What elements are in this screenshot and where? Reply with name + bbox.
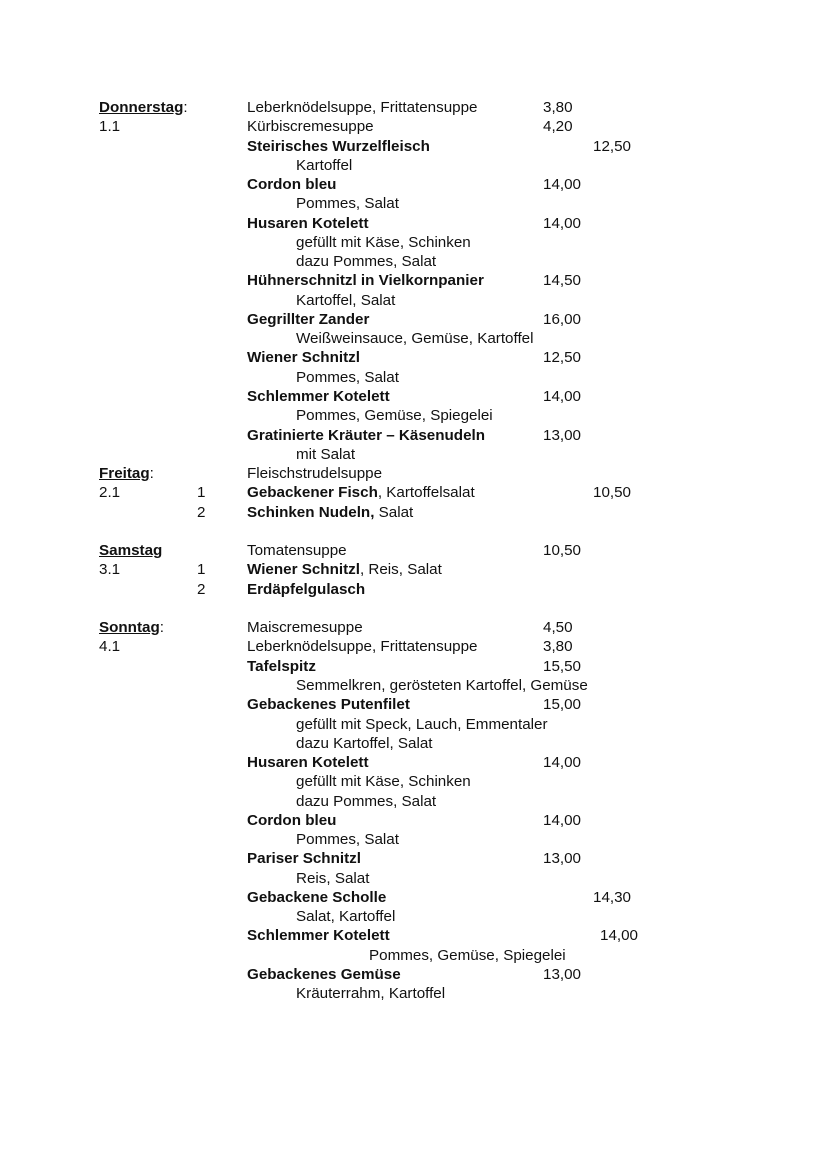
- day-name: Donnerstag: [99, 99, 184, 116]
- dish-desc: Kartoffel: [296, 156, 353, 174]
- desc-row: [0, 792, 830, 811]
- dish-name: Husaren Kotelett: [247, 754, 369, 772]
- day-label-fri: [99, 464, 154, 483]
- price: 14,00: [543, 176, 582, 194]
- soup: Fleischstrudelsuppe: [247, 465, 383, 483]
- price: 12,50: [593, 137, 632, 155]
- weekly-menu: [0, 98, 830, 1003]
- dish-desc: Weißweinsauce, Gemüse, Kartoffel: [296, 330, 534, 348]
- desc-row: [0, 772, 830, 791]
- price: 15,50: [543, 657, 582, 675]
- dish-row: [0, 137, 830, 156]
- dish-row: [0, 926, 830, 945]
- price: 14,00: [600, 927, 639, 945]
- date: 3.1: [99, 561, 121, 579]
- dish-name: Hühnerschnitzl in Vielkornpanier: [247, 272, 484, 290]
- desc-row: [0, 329, 830, 348]
- dish-desc: Pommes, Gemüse, Spiegelei: [296, 407, 493, 425]
- price: 3,80: [543, 99, 573, 116]
- dish-row: [0, 965, 830, 984]
- price: 3,80: [543, 638, 573, 656]
- sat-row-soup: [0, 541, 830, 560]
- menu-row: [0, 580, 830, 599]
- soup: Maiscremesuppe: [247, 619, 363, 637]
- price: 4,50: [543, 619, 573, 637]
- dish-desc: dazu Pommes, Salat: [296, 253, 437, 271]
- desc-row: [0, 291, 830, 310]
- dish-name: Cordon bleu: [247, 176, 337, 194]
- dish-row: [0, 348, 830, 367]
- soup: Tomatensuppe: [247, 542, 347, 560]
- sun-row-soup2: [0, 637, 830, 656]
- menu-number: 1: [197, 484, 206, 502]
- day-name: Samstag: [99, 542, 163, 560]
- dish-row: [0, 888, 830, 907]
- dish-row: [0, 387, 830, 406]
- desc-row: [0, 734, 830, 753]
- desc-row: [0, 715, 830, 734]
- dish-name: Gegrillter Zander: [247, 310, 370, 328]
- price: 14,00: [543, 387, 582, 405]
- soup: Leberknödelsuppe, Frittatensuppe: [247, 99, 478, 116]
- price: 13,00: [543, 965, 582, 983]
- dish-name: Schinken Nudeln, Salat: [247, 503, 414, 521]
- dish-desc: gefüllt mit Käse, Schinken: [296, 773, 471, 791]
- date: 4.1: [99, 638, 121, 656]
- thu-row-soup1: [0, 98, 830, 117]
- price: 10,50: [593, 484, 632, 502]
- dish-desc: Kräuterrahm, Kartoffel: [296, 985, 446, 1003]
- desc-row: [0, 368, 830, 387]
- dish-desc: dazu Kartoffel, Salat: [296, 734, 433, 752]
- dish-desc: gefüllt mit Käse, Schinken: [296, 233, 471, 251]
- fri-row-soup: [0, 464, 830, 483]
- desc-row: [0, 233, 830, 252]
- dish-name: Gebackener Fisch, Kartoffelsalat: [247, 484, 475, 502]
- day-sep: :: [149, 465, 154, 483]
- price: 13,00: [543, 426, 582, 444]
- day-label-sun: [99, 618, 164, 637]
- dish-name: Steirisches Wurzelfleisch: [247, 137, 430, 155]
- menu-number: 2: [197, 580, 206, 598]
- menu-row: [0, 483, 830, 502]
- menu-number: 2: [197, 503, 206, 521]
- dish-name: Gebackenes Putenfilet: [247, 696, 410, 714]
- price: 14,00: [543, 214, 582, 232]
- desc-row: [0, 869, 830, 888]
- dish-name: Pariser Schnitzl: [247, 850, 361, 868]
- price: 14,50: [543, 272, 582, 290]
- dish-name: Wiener Schnitzl: [247, 349, 360, 367]
- dish-name: Cordon bleu: [247, 811, 337, 829]
- dish-desc: dazu Pommes, Salat: [296, 792, 437, 810]
- desc-row: [0, 676, 830, 695]
- desc-row: [0, 252, 830, 271]
- desc-row: [0, 946, 830, 965]
- day-name: Sonntag: [99, 619, 160, 637]
- dish-name: Schlemmer Kotelett: [247, 387, 390, 405]
- dish-row: [0, 849, 830, 868]
- dish-row: [0, 426, 830, 445]
- price: 10,50: [543, 542, 582, 560]
- blank-row: [0, 522, 830, 541]
- desc-row: [0, 406, 830, 425]
- day-label-thu: [99, 98, 188, 117]
- date: 1.1: [99, 118, 121, 136]
- desc-row: [0, 156, 830, 175]
- thu-row-soup2: [0, 117, 830, 136]
- dish-row: [0, 271, 830, 290]
- price: 15,00: [543, 696, 582, 714]
- dish-desc: mit Salat: [296, 445, 356, 463]
- soup: Kürbiscremesuppe: [247, 118, 374, 136]
- dish-desc: Pommes, Salat: [296, 368, 399, 386]
- dish-name: Husaren Kotelett: [247, 214, 369, 232]
- dish-name: Schlemmer Kotelett: [247, 927, 390, 945]
- dish-row: [0, 214, 830, 233]
- day-name: Freitag: [99, 465, 150, 483]
- dish-desc: Pommes, Gemüse, Spiegelei: [369, 946, 566, 964]
- dish-name: Erdäpfelgulasch: [247, 580, 366, 598]
- dish-name: Gebackene Scholle: [247, 888, 387, 906]
- dish-row: [0, 695, 830, 714]
- blank-row: [0, 599, 830, 618]
- dish-row: [0, 175, 830, 194]
- desc-row: [0, 194, 830, 213]
- dish-desc: Pommes, Salat: [296, 195, 399, 213]
- price: 14,00: [543, 811, 582, 829]
- date: 2.1: [99, 484, 121, 502]
- dish-desc: Kartoffel, Salat: [296, 291, 396, 309]
- dish-name: Gratinierte Kräuter – Käsenudeln: [247, 426, 486, 444]
- day-label-sat: [99, 541, 162, 560]
- price: 16,00: [543, 310, 582, 328]
- dish-row: [0, 753, 830, 772]
- dish-desc: Salat, Kartoffel: [296, 908, 396, 926]
- menu-row: [0, 503, 830, 522]
- price: 4,20: [543, 118, 573, 136]
- menu-number: 1: [197, 561, 206, 579]
- price: 12,50: [543, 349, 582, 367]
- desc-row: [0, 984, 830, 1003]
- day-sep: :: [159, 619, 164, 637]
- dish-desc: gefüllt mit Speck, Lauch, Emmentaler: [296, 715, 548, 733]
- dish-row: [0, 811, 830, 830]
- desc-row: [0, 907, 830, 926]
- dish-desc: Reis, Salat: [296, 869, 370, 887]
- soup: Leberknödelsuppe, Frittatensuppe: [247, 638, 478, 656]
- dish-name: Gebackenes Gemüse: [247, 965, 401, 983]
- price: 14,00: [543, 754, 582, 772]
- sun-row-soup1: [0, 618, 830, 637]
- dish-row: [0, 657, 830, 676]
- desc-row: [0, 830, 830, 849]
- price: 13,00: [543, 850, 582, 868]
- day-sep: :: [183, 99, 188, 116]
- dish-desc: Pommes, Salat: [296, 831, 399, 849]
- dish-row: [0, 310, 830, 329]
- dish-name: Tafelspitz: [247, 657, 316, 675]
- dish-desc: Semmelkren, gerösteten Kartoffel, Gemüse: [296, 676, 588, 694]
- price: 14,30: [593, 888, 632, 906]
- menu-row: [0, 560, 830, 579]
- dish-name: Wiener Schnitzl, Reis, Salat: [247, 561, 442, 579]
- desc-row: [0, 445, 830, 464]
